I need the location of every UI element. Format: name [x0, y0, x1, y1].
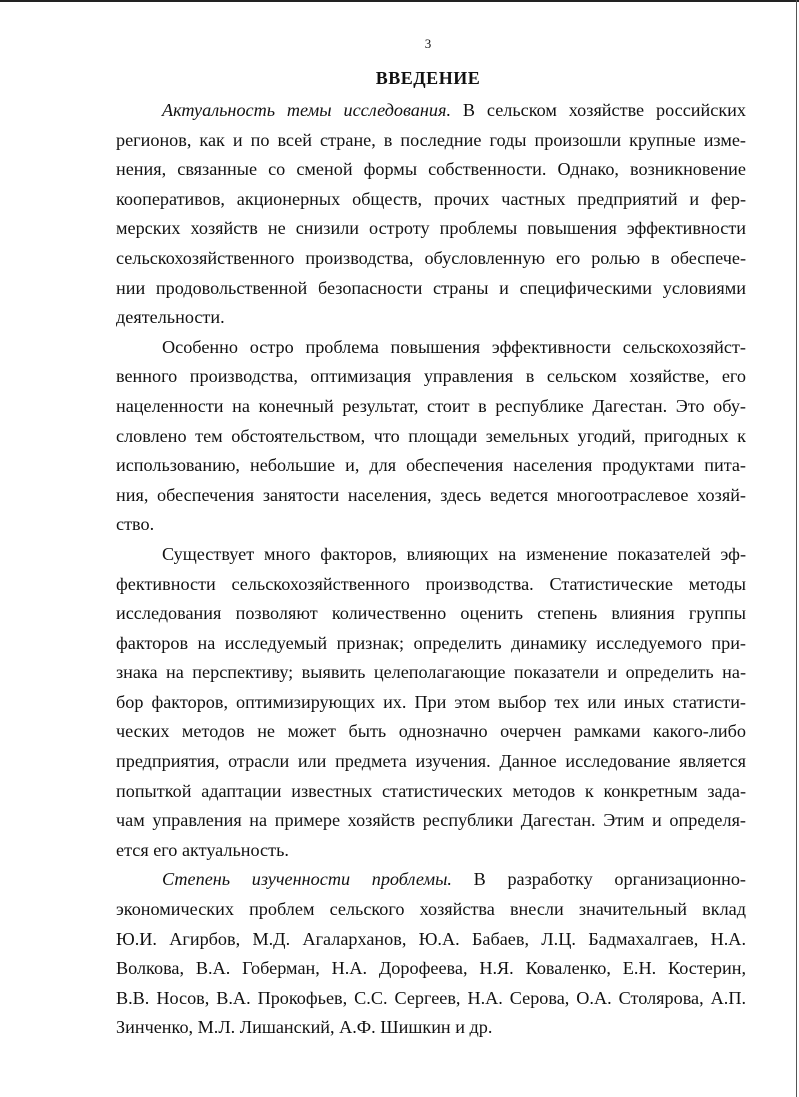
text-line: ется его актуальность. — [116, 839, 289, 860]
text-line: В.В. Носов, В.А. Прокофьев, С.С. Сергеев, Н.А. Серова, О.А. Столярова, А.П. — [116, 987, 746, 1008]
paragraph-relevance — [116, 96, 746, 333]
text-line: экономических проблем сельского хозяйства внесли значительный вклад — [116, 899, 746, 920]
scan-border-top — [0, 0, 799, 2]
text-line: Степень изученности проблемы. В разработку организационно- — [162, 869, 746, 890]
text-line: попыткой адаптации известных статистических методов к конкретным зада- — [116, 780, 746, 801]
text-line: венного производства, оптимизация управления в сельском хозяйстве, его — [116, 366, 746, 387]
text-line: деятельности. — [116, 307, 225, 328]
section-title: ВВЕДЕНИЕ — [375, 68, 481, 88]
body-text — [116, 96, 746, 1043]
text-line: бор факторов, оптимизирующих их. При этом выбор тех или иных статисти- — [116, 691, 746, 712]
text-line: Ю.И. Агирбов, М.Д. Агаларханов, Ю.А. Бабаев, Л.Ц. Бадмахалгаев, Н.А. — [116, 928, 746, 949]
text-line: знака на перспективу; выявить целеполагающие показатели и определить на- — [116, 662, 746, 683]
text-line: Особенно остро проблема повышения эффективности сельскохозяйст- — [162, 336, 746, 357]
text-line: предприятия, отрасли или предмета изучения. Данное исследование является — [116, 751, 746, 772]
text-line: словлено тем обстоятельством, что площади земельных угодий, пригодных к — [116, 425, 746, 446]
text-line: ния, обеспечения занятости населения, здесь ведется многоотраслевое хозяй- — [116, 484, 746, 505]
text-line: нения, связанные со сменой формы собственности. Однако, возникновение — [116, 159, 746, 180]
italic-lead: Актуальность темы исследования. — [162, 100, 451, 120]
text-line: нацеленности на конечный результат, стоит в республике Дагестан. Это обу- — [116, 395, 746, 416]
text-line: мерских хозяйств не снизили остроту проблемы повышения эффективности — [116, 218, 746, 239]
text-line: сельскохозяйственного производства, обусловленную его ролью в обеспече- — [116, 247, 746, 268]
text-line: ство. — [116, 514, 155, 535]
text-line: исследования позволяют количественно оценить степень влияния группы — [116, 603, 746, 624]
paragraph-dagestan — [116, 333, 746, 540]
italic-lead: Степень изученности проблемы. — [162, 869, 452, 890]
text-line: Существует много факторов, влияющих на изменение показателей эф- — [162, 543, 746, 564]
page-number: 3 — [424, 36, 432, 51]
paragraph-factors — [116, 540, 746, 866]
text-line: регионов, как и по всей стране, в последние годы произошли крупные изме- — [116, 129, 746, 150]
text-line: использованию, небольшие и, для обеспечения населения продуктами пита- — [116, 455, 746, 476]
text-line: нии продовольственной безопасности страны и специфическими условиями — [116, 277, 746, 298]
text-line: чам управления на примере хозяйств республики Дагестан. Этим и определя- — [116, 810, 746, 831]
text-line: Зинченко, М.Л. Лишанский, А.Ф. Шишкин и др. — [116, 1017, 493, 1038]
paragraph-study-degree — [116, 865, 746, 1043]
text-line: фективности сельскохозяйственного производства. Статистические методы — [116, 573, 746, 594]
scan-border-right — [796, 0, 797, 1097]
text-line: кооперативов, акционерных обществ, прочих частных предприятий и фер- — [116, 188, 746, 209]
text-line: Актуальность темы исследования. В сельском хозяйстве российских — [162, 100, 746, 120]
text-line: факторов на исследуемый признак; определить динамику исследуемого при- — [116, 632, 746, 653]
text-line: ческих методов не может быть однозначно очерчен рамками какого-либо — [116, 721, 746, 742]
text-line: Волкова, В.А. Гоберман, Н.А. Дорофеева, Н.Я. Коваленко, Е.Н. Костерин, — [116, 958, 746, 979]
